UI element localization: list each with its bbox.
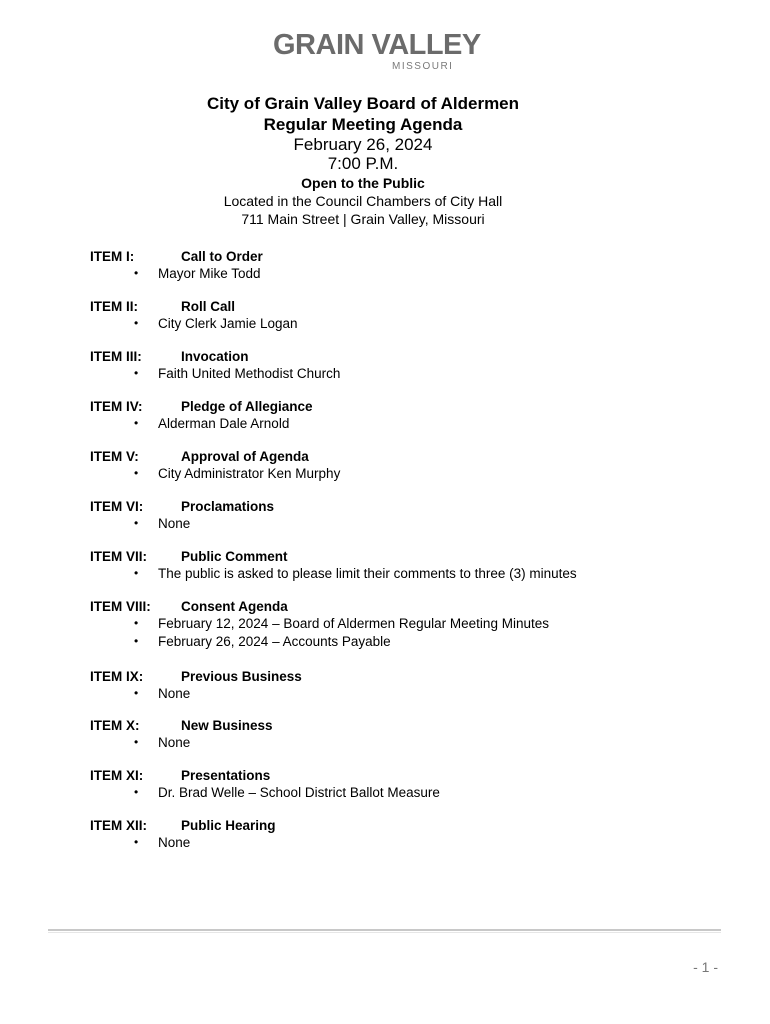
item-title: Pledge of Allegiance	[181, 399, 313, 414]
bullet-text: None	[158, 835, 191, 850]
bullet-text: The public is asked to please limit their comments to three (3) minutes	[158, 566, 577, 581]
agenda-item-heading	[90, 498, 710, 515]
item-title: Consent Agenda	[181, 599, 288, 614]
bullet-icon: •	[134, 616, 139, 630]
agenda-item	[90, 398, 710, 433]
agenda-item	[90, 248, 710, 283]
agenda-item-heading	[90, 298, 710, 315]
bullet-icon: •	[134, 416, 139, 430]
agenda-item	[90, 668, 710, 703]
item-number: ITEM III:	[90, 349, 142, 364]
item-number: ITEM IX:	[90, 669, 144, 684]
item-number: ITEM XII:	[90, 818, 147, 833]
agenda-bullet	[90, 365, 710, 383]
agenda-bullet	[90, 734, 710, 752]
item-number: ITEM IV:	[90, 399, 143, 414]
item-title: Previous Business	[181, 669, 302, 684]
header-title-line2: Regular Meeting Agenda	[263, 115, 463, 134]
bullet-icon: •	[134, 633, 139, 648]
agenda-item-heading	[90, 398, 710, 415]
svg-text:MISSOURI: MISSOURI	[392, 61, 454, 72]
bullet-icon: •	[134, 735, 139, 749]
item-title: Call to Order	[181, 249, 263, 264]
agenda-bullet	[90, 565, 710, 583]
meeting-location: Located in the Council Chambers of City Hall	[223, 193, 503, 209]
footer-divider-shadow	[48, 932, 721, 933]
agenda-bullet	[90, 465, 710, 483]
meeting-date: February 26, 2024	[293, 135, 433, 154]
bullet-text: Alderman Dale Arnold	[158, 416, 290, 431]
item-number: ITEM II:	[90, 299, 138, 314]
bullet-icon: •	[134, 785, 139, 799]
item-title: Proclamations	[181, 499, 275, 514]
bullet-text: Faith United Methodist Church	[158, 366, 341, 381]
agenda-item	[90, 298, 710, 333]
agenda-item	[90, 348, 710, 383]
bullet-text: None	[158, 686, 191, 701]
meeting-time: 7:00 P.M.	[327, 154, 399, 173]
agenda-item-heading	[90, 717, 710, 734]
agenda-bullet	[90, 415, 710, 433]
meeting-address: 711 Main Street | Grain Valley, Missouri	[241, 211, 485, 227]
page-number: - 1 -	[693, 959, 718, 975]
agenda-item	[90, 448, 710, 483]
agenda-item-heading	[90, 448, 710, 465]
item-number: ITEM VII:	[90, 549, 147, 564]
bullet-text: Mayor Mike Todd	[158, 266, 261, 281]
item-title: Approval of Agenda	[181, 449, 309, 464]
agenda-item-heading	[90, 248, 710, 265]
bullet-icon: •	[134, 466, 139, 480]
item-number: ITEM I:	[90, 249, 135, 264]
agenda-bullet	[90, 315, 710, 333]
bullet-text: None	[158, 735, 191, 750]
item-title: Public Comment	[181, 549, 288, 564]
bullet-icon: •	[134, 516, 139, 530]
item-number: ITEM VI:	[90, 499, 144, 514]
bullet-text: None	[158, 516, 191, 531]
agenda-header	[0, 93, 726, 228]
bullet-text: February 12, 2024 – Board of Aldermen Regular Meeting Minutes	[158, 616, 549, 631]
agenda-item-heading	[90, 767, 710, 784]
item-number: ITEM X:	[90, 718, 140, 733]
agenda-item	[90, 598, 710, 650]
item-number: ITEM VIII:	[90, 599, 151, 614]
agenda-bullet	[90, 615, 710, 633]
bullet-icon: •	[134, 266, 139, 280]
item-title: Invocation	[181, 349, 249, 364]
header-title-line1: City of Grain Valley Board of Aldermen	[206, 94, 520, 113]
agenda-item-heading	[90, 668, 710, 685]
agenda-item-heading	[90, 598, 710, 615]
bullet-icon: •	[134, 686, 139, 700]
agenda-item	[90, 548, 710, 583]
bullet-text: City Administrator Ken Murphy	[158, 466, 341, 481]
agenda-item-heading	[90, 348, 710, 365]
item-number: ITEM V:	[90, 449, 139, 464]
agenda-bullet	[90, 265, 710, 283]
agenda-item	[90, 498, 710, 533]
grain-valley-logo	[272, 24, 481, 74]
agenda-item-heading	[90, 817, 710, 834]
agenda-item	[90, 717, 710, 752]
item-title: Public Hearing	[181, 818, 276, 833]
footer-divider	[48, 929, 721, 931]
agenda-bullet	[90, 834, 710, 852]
agenda-bullet	[90, 633, 710, 651]
bullet-icon: •	[134, 316, 139, 330]
agenda-bullet	[90, 515, 710, 533]
bullet-text: Dr. Brad Welle – School District Ballot Measure	[158, 785, 440, 800]
open-to-public: Open to the Public	[301, 175, 425, 191]
item-number: ITEM XI:	[90, 768, 144, 783]
agenda-bullet	[90, 685, 710, 703]
bullet-text: City Clerk Jamie Logan	[158, 316, 298, 331]
item-title: Roll Call	[181, 299, 236, 314]
agenda-bullet	[90, 784, 710, 802]
bullet-icon: •	[134, 566, 139, 580]
agenda-item-heading	[90, 548, 710, 565]
agenda-item	[90, 767, 710, 802]
item-title: Presentations	[181, 768, 271, 783]
bullet-icon: •	[134, 835, 139, 849]
agenda-item	[90, 817, 710, 852]
bullet-icon: •	[134, 366, 139, 380]
item-title: New Business	[181, 718, 273, 733]
svg-text:GRAIN VALLEY: GRAIN VALLEY	[273, 29, 481, 61]
bullet-text: February 26, 2024 – Accounts Payable	[158, 633, 391, 649]
